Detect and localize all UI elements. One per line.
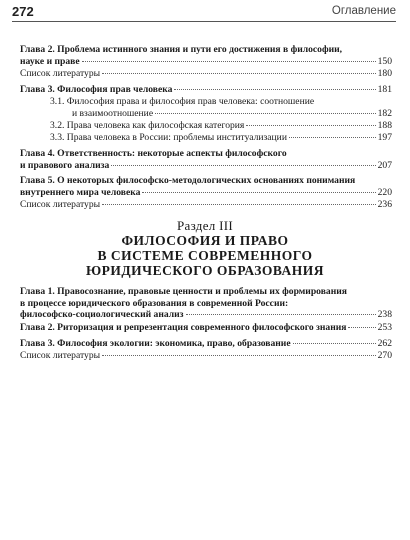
- toc-page-number: 207: [377, 159, 392, 171]
- toc-page-number: 238: [377, 309, 392, 321]
- dot-leader: [348, 327, 375, 328]
- toc-page-number: 236: [377, 199, 392, 210]
- toc-entry-references[interactable]: [20, 350, 392, 362]
- toc-entry-title: Глава 1. Правосознание, правовые ценности и проблемы их формирования: [20, 286, 347, 297]
- toc-entry-title: и правового анализа: [20, 159, 110, 171]
- toc-entry-section-3-2[interactable]: [50, 120, 392, 132]
- toc-entry-title: и взаимоотношение: [72, 107, 154, 119]
- toc-entry-section-3-1[interactable]: [50, 96, 392, 119]
- toc-entry-references[interactable]: [20, 68, 392, 80]
- toc-entry-chapter-2[interactable]: [20, 44, 392, 67]
- dot-leader: [111, 165, 375, 166]
- dot-leader: [186, 314, 376, 315]
- dot-leader: [155, 113, 376, 114]
- toc-entry-title: Список литературы: [20, 350, 101, 361]
- running-title: Оглавление: [331, 5, 396, 17]
- toc-entry-chapter-4[interactable]: [20, 148, 392, 171]
- toc-page-number: 180: [377, 68, 392, 79]
- toc-entry-title: 3.2. Права человека как философская категория: [50, 120, 245, 131]
- section-title-line: ЮРИДИЧЕСКОГО ОБРАЗОВАНИЯ: [85, 263, 325, 278]
- header-divider: [12, 21, 396, 22]
- toc-entry-chapter-1[interactable]: [20, 286, 392, 321]
- dot-leader: [82, 61, 376, 62]
- dot-leader: [102, 73, 376, 74]
- section-label: Раздел III: [176, 218, 233, 233]
- dot-leader: [102, 204, 376, 205]
- toc-page-number: 182: [377, 107, 392, 119]
- toc-entry-section-3-3[interactable]: [50, 132, 392, 144]
- toc-page-number: 220: [377, 186, 392, 198]
- toc-page-number: 197: [377, 132, 392, 143]
- toc-entry-chapter-3[interactable]: [20, 338, 392, 350]
- toc-entry-title: Глава 4. Ответственность: некоторые аспекты философского: [20, 148, 287, 159]
- toc-entry-title: в процессе юридического образования в современной России:: [20, 297, 289, 309]
- toc-entry-chapter-3[interactable]: [20, 84, 392, 96]
- dot-leader: [174, 89, 375, 90]
- toc-entry-title: Глава 3. Философия прав человека: [20, 84, 173, 95]
- toc-entry-references[interactable]: [20, 199, 392, 211]
- toc-page-number: 253: [377, 322, 392, 333]
- toc-page-number: 262: [377, 338, 392, 349]
- toc-entry-chapter-5[interactable]: [20, 175, 392, 198]
- section-title-line: ФИЛОСОФИЯ И ПРАВО: [121, 233, 289, 248]
- toc-entry-title: Глава 2. Проблема истинного знания и пути его достижения в философии,: [20, 44, 343, 55]
- toc-entry-title: Список литературы: [20, 199, 101, 210]
- toc-page-number: 150: [377, 55, 392, 67]
- toc-page-number: 270: [377, 350, 392, 361]
- page-number: 272: [12, 4, 34, 19]
- toc-entry-title: внутреннего мира человека: [20, 186, 141, 198]
- dot-leader: [293, 343, 376, 344]
- toc-entry-title: 3.3. Права человека в России: проблемы институализации: [50, 132, 287, 143]
- section-title-line: В СИСТЕМЕ СОВРЕМЕННОГО: [97, 248, 313, 263]
- toc-entry-title: науке и праве: [20, 55, 80, 67]
- dot-leader: [142, 192, 375, 193]
- dot-leader: [246, 125, 375, 126]
- toc-entry-title: Глава 5. О некоторых философско-методологических основаниях понимания: [20, 175, 356, 186]
- toc-entry-title: 3.1. Философия права и философия прав человека: соотношение: [50, 96, 315, 107]
- toc-entry-title: Глава 3. Философия экологии: экономика, право, образование: [20, 338, 291, 349]
- toc-entry-title: философско-социологический анализ: [20, 309, 184, 321]
- section-heading: [0, 218, 410, 278]
- dot-leader: [102, 355, 376, 356]
- toc-entry-title: Список литературы: [20, 68, 101, 79]
- toc-entry-chapter-2[interactable]: [20, 322, 392, 334]
- toc-entry-title: Глава 2. Риторизация и репрезентация современного философского знания: [20, 322, 347, 333]
- toc-page-number: 188: [377, 120, 392, 131]
- toc-page-number: 181: [377, 84, 392, 95]
- dot-leader: [289, 137, 376, 138]
